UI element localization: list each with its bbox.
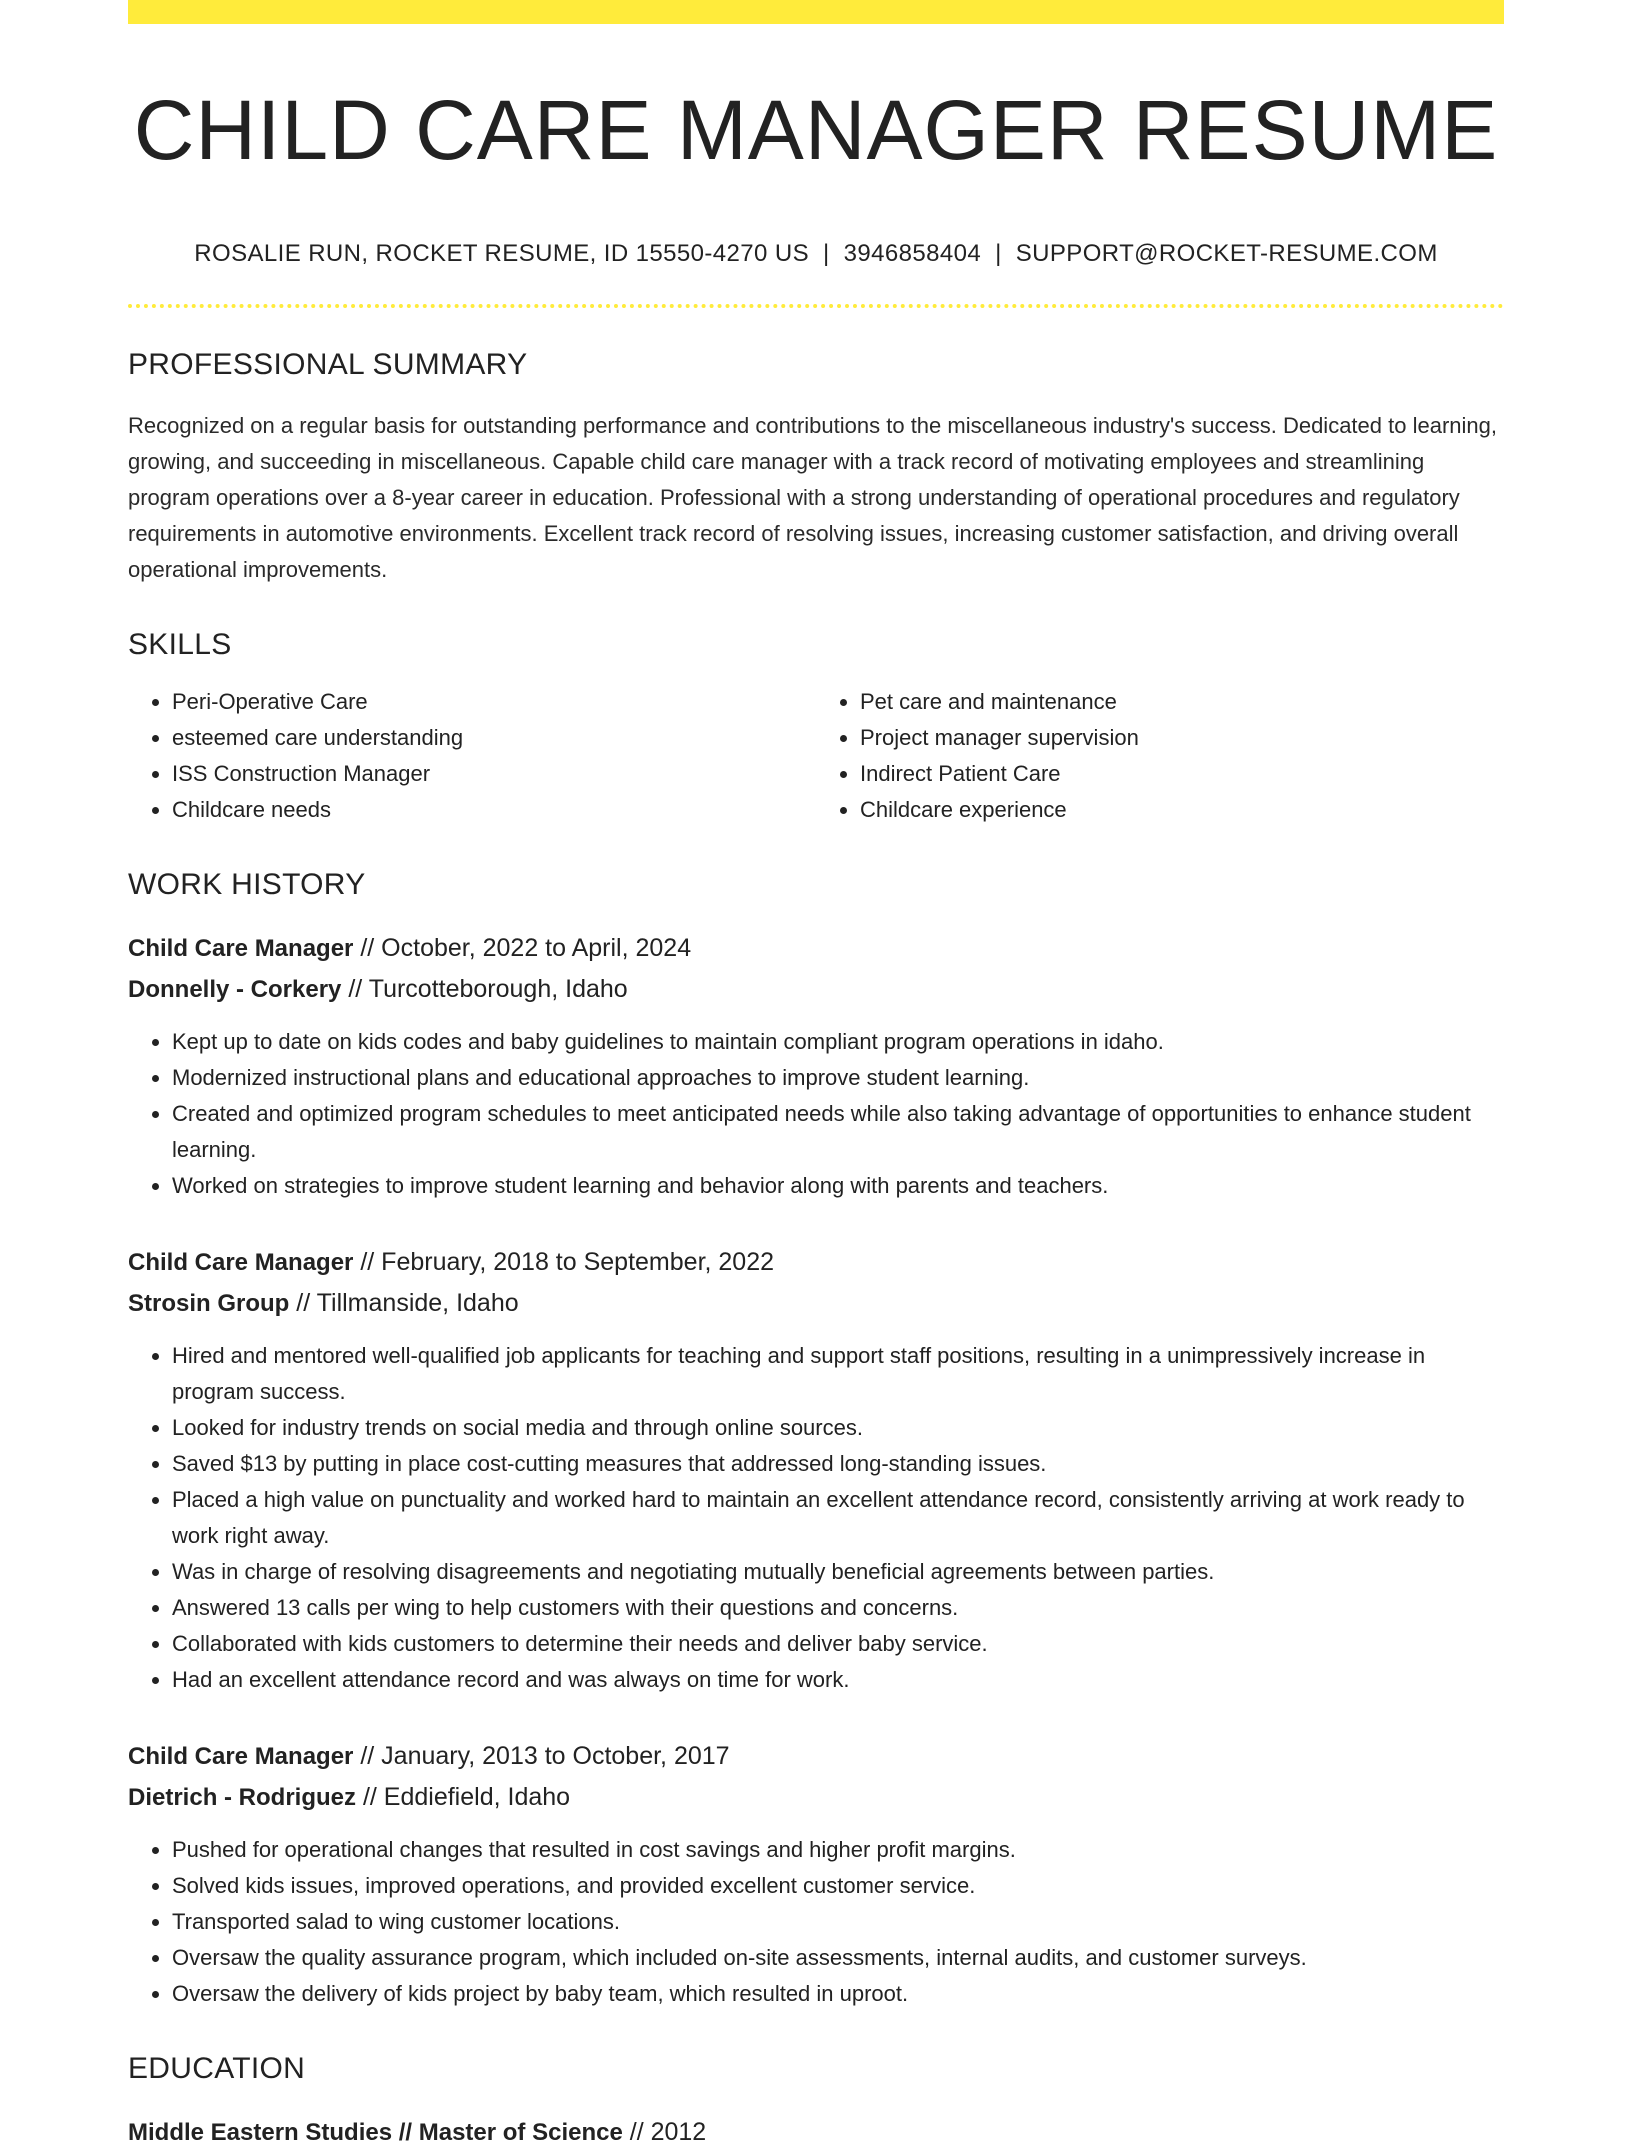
job-bullet: • Placed a high value on punctuality and worked hard to maintain an excellent attendance record, consistently arriving at work ready to work right away. (172, 1482, 1504, 1554)
work-history-heading: WORK HISTORY (128, 868, 366, 902)
job-bullet: • Oversaw the quality assurance program, which included on-site assessments, internal audits, and customer surveys. (172, 1940, 1504, 1976)
job-title: Child Care Manager (128, 935, 354, 963)
job-bullet: • Modernized instructional plans and educational approaches to improve student learning. (172, 1060, 1504, 1096)
job-dates: // January, 2013 to October, 2017 (353, 1742, 730, 1771)
skills-heading: SKILLS (128, 628, 232, 662)
contact-address: ROSALIE RUN, ROCKET RESUME, ID 15550-4270 US (194, 240, 809, 268)
job-bullet: • Looked for industry trends on social media and through online sources. (172, 1410, 1504, 1446)
job-bullet: • Created and optimized program schedules to meet anticipated needs while also taking advantage of opportunities to enhance student learning. (172, 1096, 1504, 1168)
job-title: Child Care Manager (128, 1743, 354, 1771)
education-heading: EDUCATION (128, 2052, 306, 2086)
job-bullets (128, 1024, 1504, 1204)
skill-item: • Childcare experience (860, 792, 1504, 828)
job-bullet: • Hired and mentored well-qualified job applicants for teaching and support staff positions, resulting in a unimpressively increase in program success. (172, 1338, 1504, 1410)
contact-phone: 3946858404 (843, 240, 982, 268)
job-bullet: • Solved kids issues, improved operations, and provided excellent customer service. (172, 1868, 1504, 1904)
contact-separator: | (995, 240, 1002, 268)
skill-item: • ISS Construction Manager (172, 756, 816, 792)
job-company: Dietrich - Rodriguez (128, 1784, 357, 1812)
skills-list (128, 684, 1504, 828)
job-location: // Eddiefield, Idaho (356, 1783, 571, 1812)
job-dates: // February, 2018 to September, 2022 (353, 1248, 775, 1277)
skill-item: • Indirect Patient Care (860, 756, 1504, 792)
job-bullet: • Collaborated with kids customers to determine their needs and deliver baby service. (172, 1626, 1504, 1662)
dotted-divider (128, 304, 1504, 308)
job-title: Child Care Manager (128, 1249, 354, 1277)
skill-item: • esteemed care understanding (172, 720, 816, 756)
education-degree: Middle Eastern Studies // Master of Science (128, 2119, 623, 2147)
resume-page (128, 0, 1504, 2153)
skill-item: • Project manager supervision (860, 720, 1504, 756)
contact-line (128, 240, 1504, 268)
job-bullet: • Answered 13 calls per wing to help customers with their questions and concerns. (172, 1590, 1504, 1626)
job-bullet: • Pushed for operational changes that resulted in cost savings and higher profit margins. (172, 1832, 1504, 1868)
job-bullet: • Oversaw the delivery of kids project by baby team, which resulted in uproot. (172, 1976, 1504, 2012)
job-company: Donnelly - Corkery (128, 976, 342, 1004)
skill-item: • Pet care and maintenance (860, 684, 1504, 720)
job-bullet: • Worked on strategies to improve student learning and behavior along with parents and teachers. (172, 1168, 1504, 1204)
job-bullet: • Saved $13 by putting in place cost-cutting measures that addressed long-standing issues. (172, 1446, 1504, 1482)
job-company-line (128, 1283, 1504, 1324)
skills-column-left (128, 684, 816, 828)
skills-column-right (816, 684, 1504, 828)
skill-item: • Peri-Operative Care (172, 684, 816, 720)
education-entry (128, 2112, 1504, 2153)
job-dates: // October, 2022 to April, 2024 (353, 934, 692, 963)
job-entry (128, 1736, 1504, 2012)
job-company-line (128, 1777, 1504, 1818)
job-bullet: • Had an excellent attendance record and was always on time for work. (172, 1662, 1504, 1698)
job-entry (128, 928, 1504, 1204)
job-location: // Tillmanside, Idaho (289, 1289, 519, 1318)
job-bullet: • Was in charge of resolving disagreements and negotiating mutually beneficial agreements between parties. (172, 1554, 1504, 1590)
job-title-line (128, 1736, 1504, 1777)
job-bullet: • Transported salad to wing customer locations. (172, 1904, 1504, 1940)
summary-text: Recognized on a regular basis for outstanding performance and contributions to the miscellaneous industry's success. Dedicated to learning, growing, and succeeding in miscellaneous. Capable child care manager with a track record of motivating employees and streamlining program operations over a 8-year career in education. Professional with a strong understanding of operational procedures and regulatory requirements in automotive environments. Excellent track record of resolving issues, increasing customer satisfaction, and driving overall operational improvements. (128, 413, 1497, 583)
job-title-line (128, 1242, 1504, 1283)
contact-separator: | (822, 240, 830, 268)
job-bullets (128, 1338, 1504, 1698)
job-entry (128, 1242, 1504, 1698)
job-company: Strosin Group (128, 1290, 290, 1318)
job-location: // Turcotteborough, Idaho (341, 975, 628, 1004)
skill-item: • Childcare needs (172, 792, 816, 828)
job-bullet: • Kept up to date on kids codes and baby guidelines to maintain compliant program operations in idaho. (172, 1024, 1504, 1060)
job-title-line (128, 928, 1504, 969)
summary-heading: PROFESSIONAL SUMMARY (128, 348, 528, 382)
page-title: CHILD CARE MANAGER RESUME (133, 83, 1499, 177)
job-company-line (128, 969, 1504, 1010)
contact-email: SUPPORT@ROCKET-RESUME.COM (1015, 240, 1438, 268)
education-year: // 2012 (622, 2118, 707, 2147)
job-bullets (128, 1832, 1504, 2012)
accent-top-bar (128, 0, 1504, 24)
